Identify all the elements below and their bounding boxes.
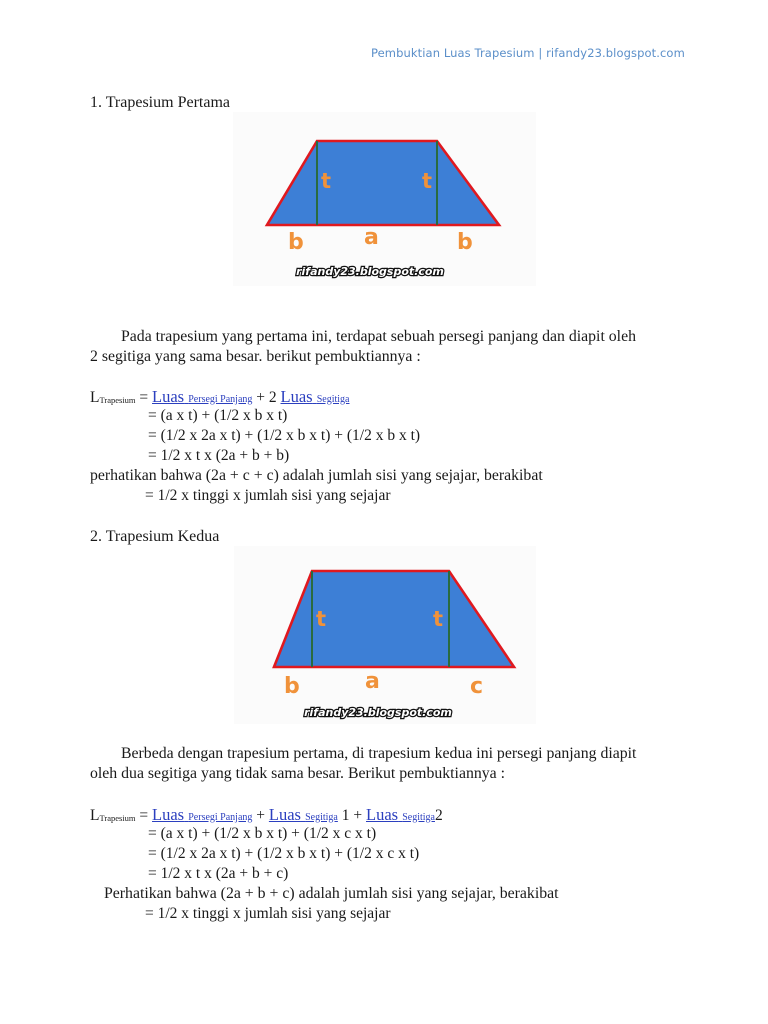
label-c: c: [470, 674, 484, 699]
formula-eq: =: [139, 389, 149, 406]
section2-eq4: = 1/2 x tinggi x jumlah sisi yang sejajar: [145, 905, 391, 922]
formula-one-plus: 1 +: [341, 807, 363, 824]
section2-eq1: = (a x t) + (1/2 x b x t) + (1/2 x c x t): [148, 825, 377, 842]
section1-heading: 1. Trapesium Pertama: [90, 94, 230, 111]
height-label-right: t: [422, 169, 433, 193]
height-label-left: t: [316, 607, 327, 631]
section1-para-line2: 2 segitiga yang sama besar. berikut pembuktiannya :: [90, 348, 421, 365]
height-label-left: t: [321, 169, 332, 193]
section2-eq2: = (1/2 x 2a x t) + (1/2 x b x t) + (1/2 x c x t): [148, 845, 420, 862]
luas-link-persegi[interactable]: Luas Persegi Panjang: [152, 387, 253, 406]
formula-eq: =: [139, 807, 149, 824]
section2-para-line1: Berbeda dengan trapesium pertama, di trapesium kedua ini persegi panjang diapit: [121, 745, 637, 762]
watermark: rifandy23.blogspot.com: [296, 265, 444, 278]
trapezoid-figure-2: [234, 546, 536, 724]
section1-eq2: = (1/2 x 2a x t) + (1/2 x b x t) + (1/2 x b x t): [148, 427, 421, 444]
label-a: a: [364, 225, 379, 250]
luas-link-segitiga[interactable]: Luas Segitiga: [280, 387, 350, 406]
luas-link-segitiga-2[interactable]: Luas Segitiga: [366, 805, 435, 824]
section1-eq3: = 1/2 x t x (2a + b + b): [148, 447, 290, 464]
label-b-left: b: [288, 230, 304, 255]
formula-plus: + 2: [256, 389, 277, 406]
section1-para-line1: Pada trapesium yang pertama ini, terdapat sebuah persegi panjang dan diapit oleh: [121, 328, 636, 345]
page-header: Pembuktian Luas Trapesium | rifandy23.blogspot.com: [371, 46, 685, 60]
formula-L: L: [90, 807, 100, 824]
label-b-right: b: [457, 230, 473, 255]
luas-link-persegi[interactable]: Luas Persegi Panjang: [152, 805, 253, 824]
trapezoid-figure-1: [233, 112, 536, 286]
section2-note: Perhatikan bahwa (2a + b + c) adalah jumlah sisi yang sejajar, berakibat: [104, 885, 559, 902]
section1-note: perhatikan bahwa (2a + c + c) adalah jumlah sisi yang sejajar, berakibat: [90, 467, 543, 484]
label-a: a: [365, 669, 380, 694]
section2-formula: [90, 805, 443, 825]
watermark: rifandy23.blogspot.com: [304, 706, 452, 719]
section2-para-line2: oleh dua segitiga yang tidak sama besar. Berikut pembuktiannya :: [90, 765, 505, 782]
formula-L-sub: Trapesium: [99, 395, 136, 405]
formula-L: L: [90, 389, 100, 406]
height-label-right: t: [433, 607, 444, 631]
section1-eq4: = 1/2 x tinggi x jumlah sisi yang sejajar: [145, 487, 391, 504]
section2-heading: 2. Trapesium Kedua: [90, 528, 220, 545]
section1-formula: [90, 387, 350, 407]
section2-eq3: = 1/2 x t x (2a + b + c): [148, 865, 289, 882]
formula-plus: +: [256, 807, 266, 824]
label-b: b: [284, 674, 300, 699]
formula-L-sub: Trapesium: [99, 813, 136, 823]
formula-two: 2: [434, 807, 443, 824]
luas-link-segitiga-1[interactable]: Luas Segitiga: [268, 805, 338, 824]
section1-eq1: = (a x t) + (1/2 x b x t): [148, 407, 288, 424]
